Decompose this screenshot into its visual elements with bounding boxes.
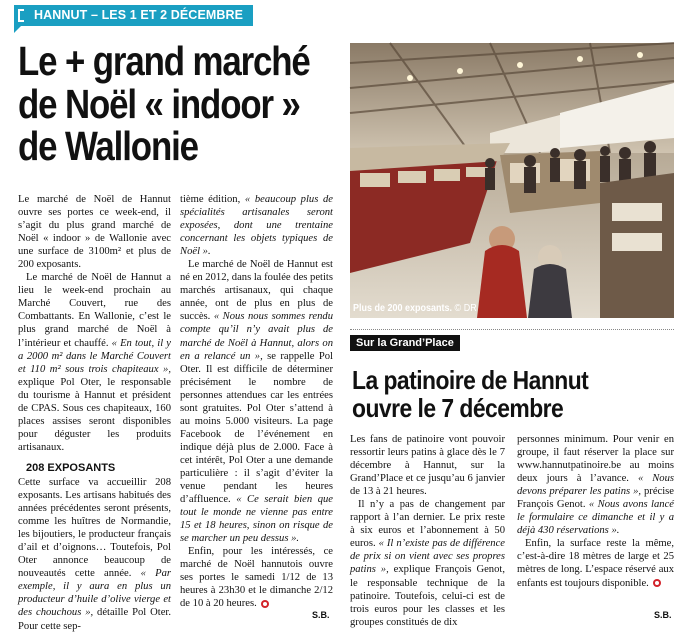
author-signature: S.B. (654, 610, 672, 620)
headline-line-1: Le + grand marché (18, 38, 310, 84)
article1-column-1 (18, 193, 171, 632)
end-mark-icon (261, 600, 269, 608)
paragraph: Le marché de Noël de Hannut est né en 2012, dans la foulée des petits marchés artisanaux, qui chaque année, ont de plus en plus de succès. « Nous nous sommes rendu compte qu’il n’y avait plus de marché de Noël à Hannut, alors on en a relancé un », se rappelle Pol Oter. Il est difficile de déterminer précisément le nombre de personnes attendues car les entrées sont gratuites. Pol Oter s’attend à au moins 5.000 visiteurs. La page Facebook de l’événement en indique déjà plus de 2.000. Face à cet intérêt, Pol Oter a une demande particulière : il s’agit d’éviter la venue pendant les heures d’affluence. « Ce serait bien que tout le monde ne vienne pas entre 15 et 18 heures, sinon on risque de se marcher un peu dessus ». (180, 259, 334, 545)
market-photo (350, 43, 674, 318)
photo-caption: Plus de 200 exposants. © DR (353, 303, 477, 314)
paragraph: personnes minimum. Pour venir en groupe, il faut réserver la place sur www.hannutpatinoire.be au moins deux jours à l’avance. « Nous devons préparer les patins », précise François Genot. « Nous avons lancé le formulaire ce dimanche et il y a déjà 430 réservations ». (517, 434, 674, 537)
paragraph: Enfin, pour les intéressés, ce marché de Noël hannutois ouvre ses portes le samedi 1/12 de 13 heures à 23h30 et le dimanche 2/12 de 10 à 20 heures. (180, 546, 333, 610)
article2-column-2 (517, 433, 674, 623)
paragraph: Cette surface va accueillir 208 exposants. Les artisans habitués des années précédentes seront présents, comme les huîtres de Normandie, les bijoutiers, le producteur français d’ail et d’oignons… Toutefois, Pol Oter annonce beaucoup de nouveautés cette année. « Par exemple, il y aura en plus un producteur d’huile d’olive vierge et des chouchous », détaille Pol Oter. Pour cette sep- (18, 476, 171, 632)
kicker-bracket-icon (18, 9, 24, 22)
headline2-line-2: ouvre le 7 décembre (352, 393, 564, 423)
headline2-line-1: La patinoire de Hannut (352, 365, 589, 395)
photo-credit: © DR (452, 303, 477, 314)
end-mark-icon (653, 579, 661, 587)
paragraph: Enfin, la surface reste la même, c’est-à-dire 18 mètres de large et 25 mètres de long. L’espace réservé aux enfants est toujours disponible. (517, 538, 674, 589)
kicker-tail (14, 26, 21, 33)
author-signature: S.B. (312, 610, 330, 620)
article2-headline (352, 366, 669, 422)
article2-tag: Sur la Grand’Place (350, 335, 460, 351)
article1-column-2 (180, 193, 333, 625)
article2-column-1 (350, 433, 505, 628)
market-hall-image (350, 43, 674, 318)
divider (350, 329, 674, 330)
headline-line-3: de Wallonie (18, 123, 198, 169)
paragraph: Les fans de patinoire vont pouvoir ressortir leurs patins à glace dès le 7 décembre à Hannut, sur la Grand’Place et ce jusqu’au 6 janvier de 13 à 21 heures. (350, 434, 505, 498)
subhead: 208 EXPOSANTS (26, 461, 116, 474)
section-kicker (14, 5, 253, 26)
paragraph: Le marché de Noël de Hannut a lieu le week-end prochain au Marché Couvert, rue des Combattants. En Wallonie, c’est le plus grand marché de Noël à l’intérieur et chauffé. « En tout, il y a 2000 m² dans le Marché Couvert et 110 m² sous trois chapiteaux », explique Pol Oter, le responsable du tourisme à Hannut et président de CPAS. Sous ces chapiteaux, 160 places assises seront disponibles pour déguster les produits artisanaux. (18, 272, 171, 453)
paragraph: Il n’y a pas de changement par rapport à l’an dernier. Le prix reste à six euros et l’abonnement à 50 euros. « Il n’existe pas de différence de prix si on vient avec ses propres patins », explique François Genot, le responsable technique de la patinoire. Toutefois, celui-ci est de trois euros pour les classes et les groupes constitués de dix (350, 499, 505, 628)
kicker-text: HANNUT – LES 1 ET 2 DÉCEMBRE (34, 8, 244, 22)
main-headline (18, 40, 345, 168)
paragraph: tième édition, « beaucoup plus de spécialités artisanales seront exposées, dont une trentaine concernant les objets typiques de Noël ». (180, 194, 333, 258)
paragraph: Le marché de Noël de Hannut ouvre ses portes ce week-end, il s’agit du plus grand marché de Noël « indoor » de Wallonie avec une surface de 3100m² et plus de 200 exposants. (18, 194, 171, 271)
headline-line-2: de Noël « indoor » (18, 80, 300, 127)
